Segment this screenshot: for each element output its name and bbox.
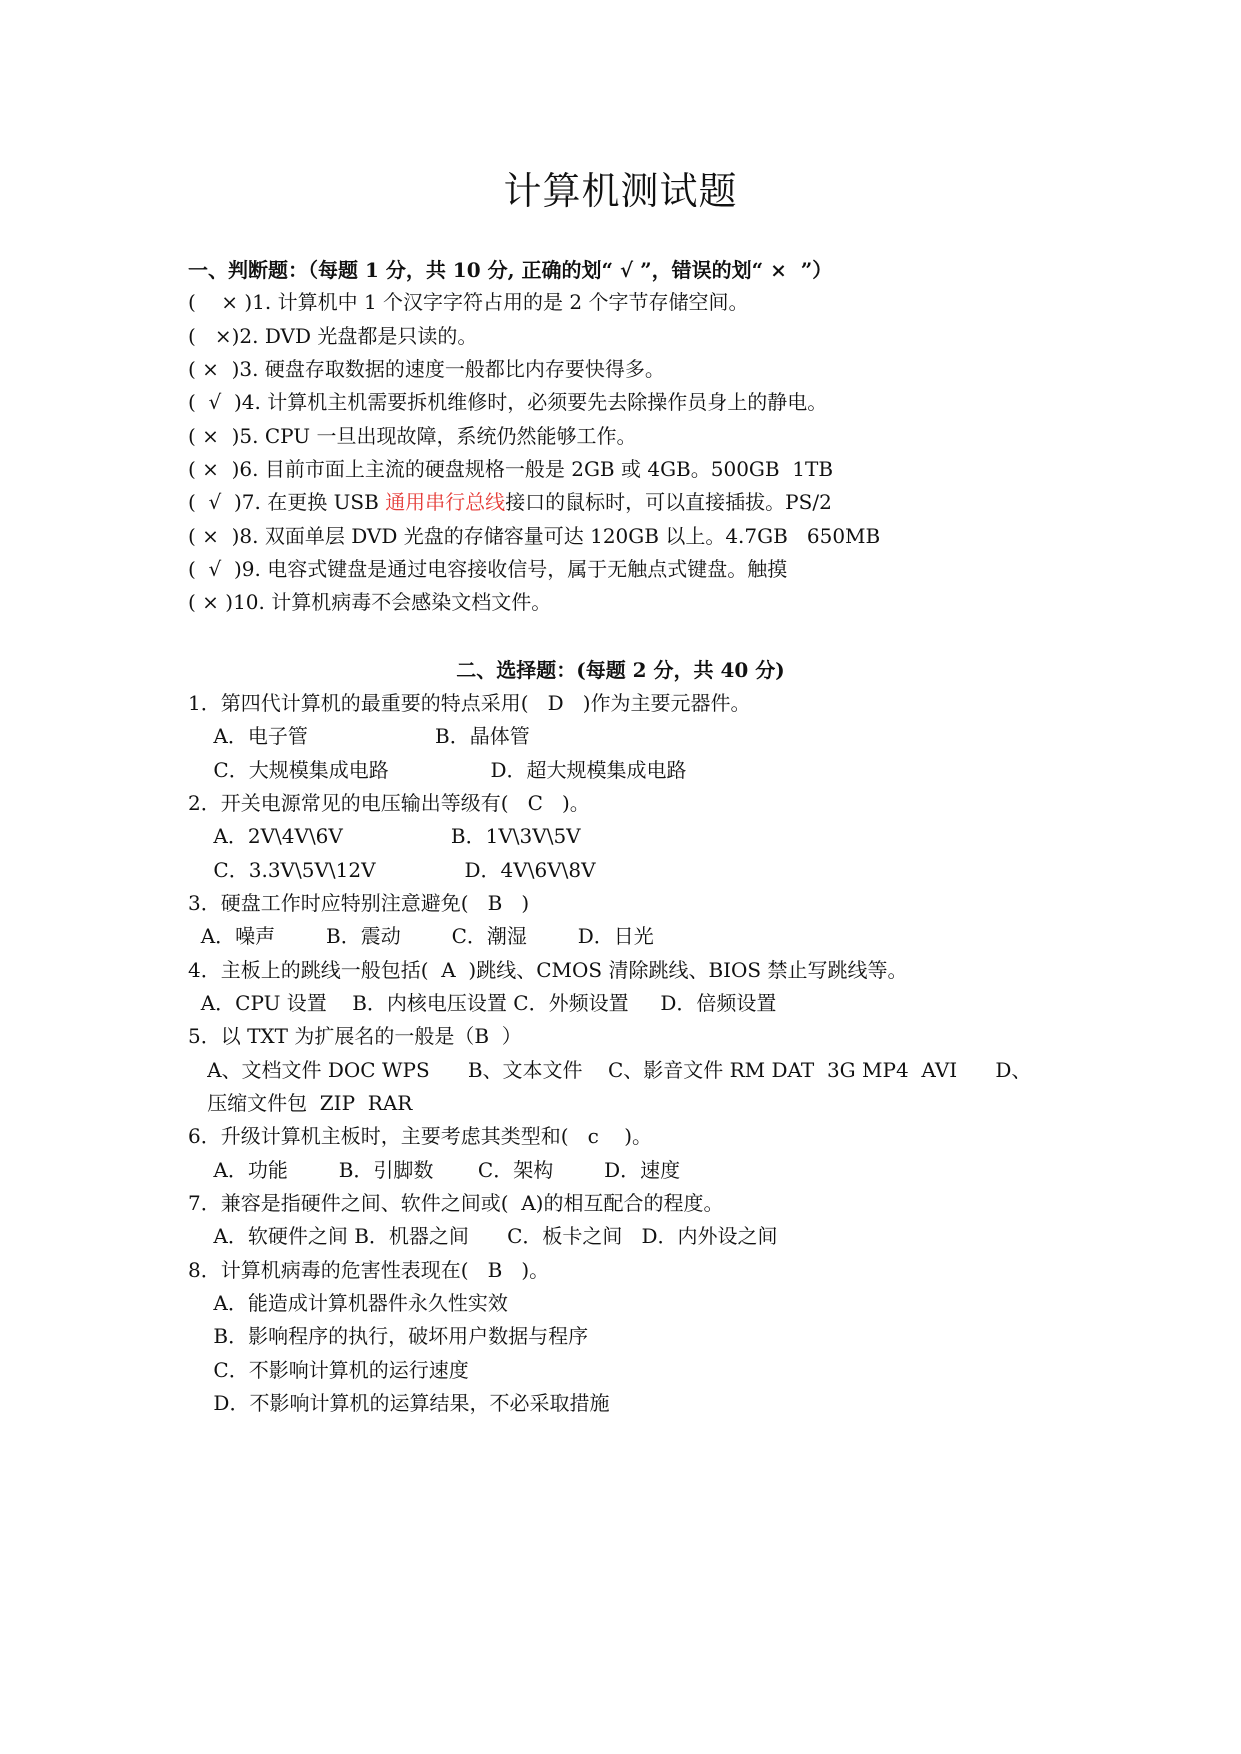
- tf-item-4: ( √ )4. 计算机主机需要拆机维修时，必须要先去除操作员身上的静电。: [188, 390, 828, 414]
- mc-line: B．影响程序的执行，破坏用户数据与程序: [188, 1324, 589, 1348]
- mc-line: A．能造成计算机器件永久性实效: [188, 1291, 508, 1315]
- tf-item-3: ( × )3. 硬盘存取数据的速度一般都比内存要快得多。: [188, 357, 665, 381]
- mc-line: A、文档文件 DOC WPS B、文本文件 C、影音文件 RM DAT 3G MP4 AVI D、: [188, 1058, 1032, 1082]
- tf-item-2: ( ×)2. DVD 光盘都是只读的。: [188, 324, 478, 348]
- tf-item-8: ( × )8. 双面单层 DVD 光盘的存储容量可达 120GB 以上。4.7GB 650MB: [188, 524, 881, 548]
- tf-item-1: ( × )1. 计算机中 1 个汉字字符占用的是 2 个字节存储空间。: [188, 290, 749, 314]
- mc-line: C．大规模集成电路 D．超大规模集成电路: [188, 758, 687, 782]
- mc-line: D．不影响计算机的运算结果，不必采取措施: [188, 1391, 610, 1415]
- tf-item-7-highlight: 通用串行总线: [385, 490, 506, 514]
- tf-item-6: ( × )6. 目前市面上主流的硬盘规格一般是 2GB 或 4GB。500GB 1TB: [188, 457, 834, 481]
- tf-item-10: ( × )10. 计算机病毒不会感染文档文件。: [188, 590, 552, 614]
- mc-line: A．软硬件之间 B．机器之间 C．板卡之间 D．内外设之间: [188, 1224, 778, 1248]
- mc-line: 7．兼容是指硬件之间、软件之间或( A)的相互配合的程度。: [188, 1191, 724, 1215]
- mc-line: C．不影响计算机的运行速度: [188, 1358, 469, 1382]
- section2-heading: 二、选择题：(每题 2 分，共 40 分): [456, 658, 785, 682]
- mc-line: 6．升级计算机主板时，主要考虑其类型和( c )。: [188, 1124, 653, 1148]
- section1-heading: 一、判断题：（每题 1 分，共 10 分, 正确的划“ √ ”，错误的划“ × ”）: [188, 258, 833, 282]
- mc-line: A．电子管 B．晶体管: [188, 724, 530, 748]
- tf-item-9: ( √ )9. 电容式键盘是通过电容接收信号，属于无触点式键盘。触摸: [188, 557, 788, 581]
- mc-line: 3．硬盘工作时应特别注意避免( B ): [188, 891, 530, 915]
- tf-item-5: ( × )5. CPU 一旦出现故障，系统仍然能够工作。: [188, 424, 637, 448]
- mc-line: 压缩文件包 ZIP RAR: [188, 1091, 413, 1115]
- mc-line: 4．主板上的跳线一般包括( A )跳线、CMOS 清除跳线、BIOS 禁止写跳线等。: [188, 958, 908, 982]
- mc-line: A．噪声 B．震动 C．潮湿 D．日光: [188, 924, 654, 948]
- mc-line: A．CPU 设置 B．内核电压设置 C．外频设置 D．倍频设置: [188, 991, 777, 1015]
- mc-line: 5．以 TXT 为扩展名的一般是（B ）: [188, 1024, 522, 1048]
- mc-line: A．功能 B．引脚数 C．架构 D．速度: [188, 1158, 681, 1182]
- tf-item-7: [188, 488, 832, 516]
- mc-line: 8．计算机病毒的危害性表现在( B )。: [188, 1258, 550, 1282]
- tf-item-7-suffix: 接口的鼠标时，可以直接插拔。PS/2: [505, 490, 832, 514]
- tf-item-7-prefix: ( √ )7. 在更换 USB: [188, 490, 386, 514]
- mc-line: 1．第四代计算机的最重要的特点采用( D )作为主要元器件。: [188, 691, 751, 715]
- mc-line: C．3.3V\5V\12V D．4V\6V\8V: [188, 858, 596, 882]
- page-title: 计算机测试题: [503, 169, 738, 213]
- mc-line: A．2V\4V\6V B．1V\3V\5V: [188, 824, 581, 848]
- mc-line: 2．开关电源常见的电压输出等级有( C )。: [188, 791, 590, 815]
